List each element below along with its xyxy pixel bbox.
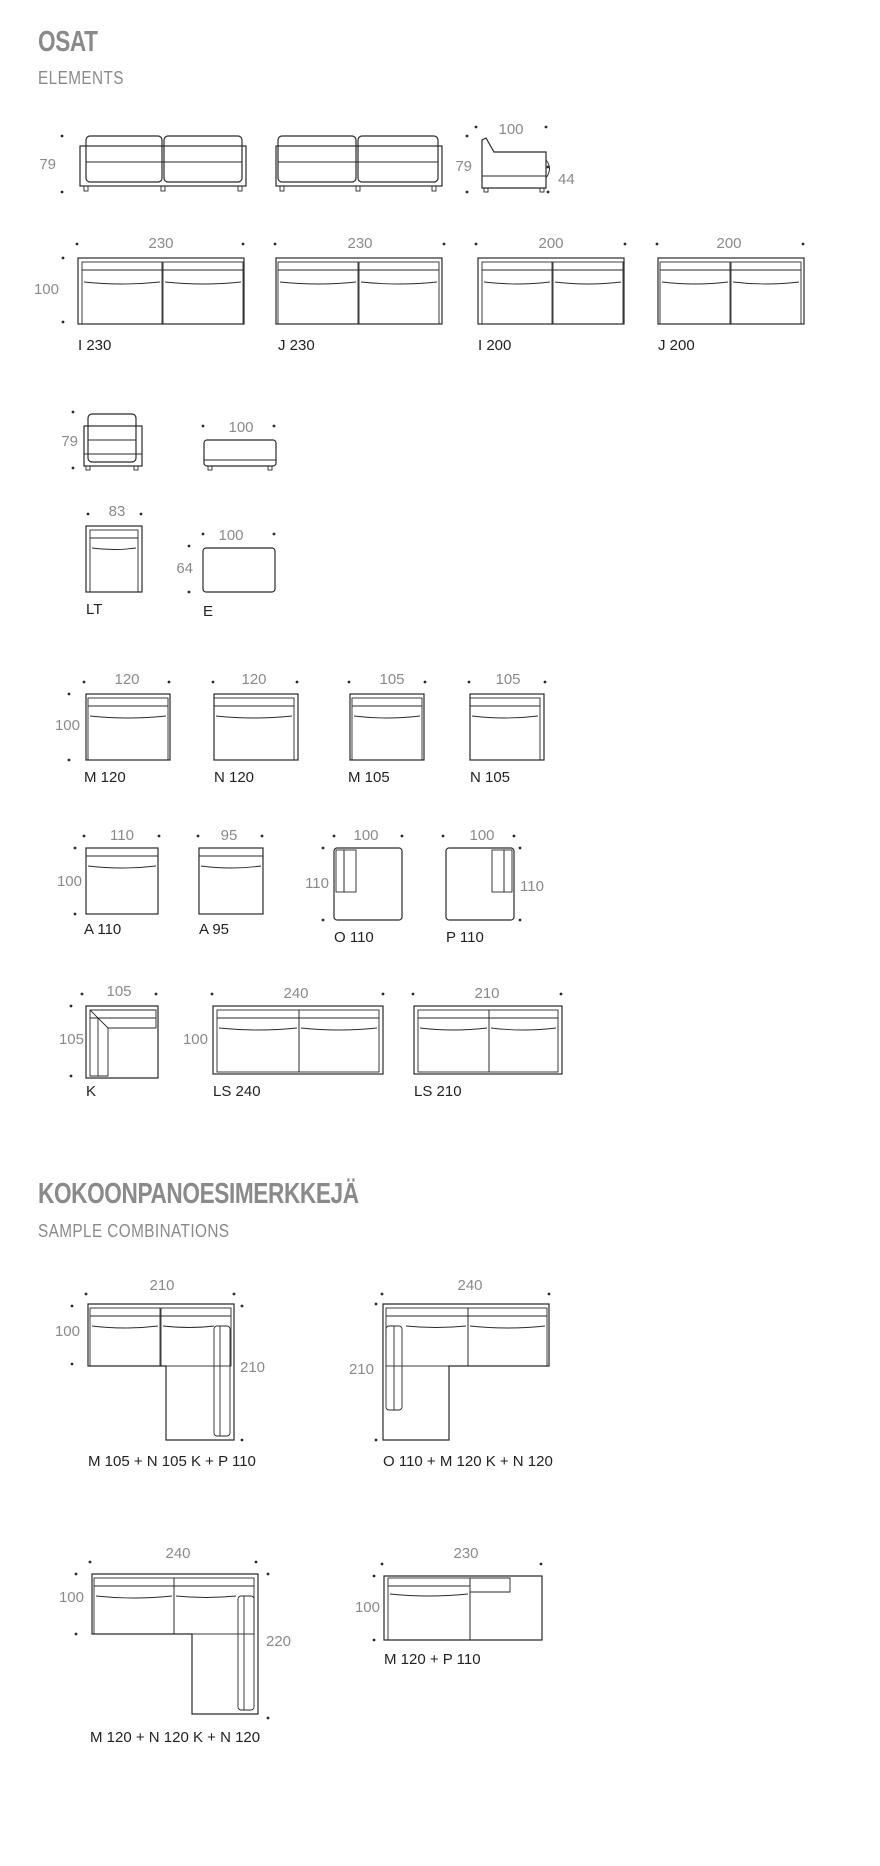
dim-depth: 100 [182,1031,208,1048]
combination-label: M 105 + N 105 K + P 110 [88,1453,256,1470]
label: LS 240 [213,1083,261,1100]
label: LT [86,601,103,618]
dim-depth: 100 [354,1599,380,1616]
dim-width: 83 [108,503,126,520]
element-n120 [212,671,299,786]
dim-width: 100 [218,527,244,544]
dim-depth: 100 [33,281,59,298]
dim-width: 100 [498,121,524,138]
label: A 95 [199,921,230,938]
dim-width: 100 [228,419,254,436]
element-p110 [442,827,544,946]
dim-depth: 110 [305,875,329,892]
element-a110 [57,827,160,938]
element-k [59,983,158,1100]
element-m105 [348,671,427,786]
dim-width: 120 [241,671,267,688]
dim-width: 100 [353,827,379,844]
dim-width: 105 [379,671,405,688]
element-n105 [468,671,547,786]
sofa-i200 [475,235,627,354]
label: M 105 [348,769,390,786]
sofa-j200 [656,235,805,354]
dim-depth: 105 [58,1031,84,1048]
label: M 120 [84,769,126,786]
label: N 105 [470,769,511,786]
element-ls240 [183,985,384,1100]
combination-label: M 120 + N 120 K + N 120 [90,1729,261,1746]
dim-height: 79 [39,156,56,173]
element-m120 [55,671,170,786]
dim-width: 100 [469,827,495,844]
dim-width: 210 [149,1277,175,1294]
element-a95 [197,827,264,938]
label: E [203,603,214,620]
chair-side-view [455,121,574,193]
element-lt [86,503,142,618]
dim-depth: 100 [54,1323,80,1340]
combination-4 [355,1545,542,1668]
combination-2 [349,1277,553,1470]
dim-width: 120 [114,671,140,688]
dim-width: 105 [495,671,521,688]
dim-width: 240 [457,1277,483,1294]
dim-width: 200 [538,235,564,252]
elements-subtitle: ELEMENTS [38,68,124,88]
combinations-title: KOKOONPANOESIMERKKEJÄ [38,1178,359,1210]
dim-length: 210 [240,1359,266,1376]
sofa-front-view-1 [39,135,246,194]
element-o110 [305,827,403,946]
dim-depth: 100 [54,717,80,734]
ottoman-front-view [202,419,276,470]
dim-width: 105 [106,983,132,1000]
label: N 120 [214,769,255,786]
dim-width: 240 [283,985,309,1002]
armchair-front-view [61,411,142,470]
dim-width: 110 [110,827,134,844]
dim-height: 79 [61,433,78,450]
combination-3 [59,1545,291,1746]
dim-width: 210 [474,985,500,1002]
elements-title: OSAT [38,26,98,58]
label: J 200 [658,337,695,354]
dim-width: 230 [347,235,373,252]
dim-depth: 110 [520,878,544,895]
sofa-front-view-2 [276,136,442,191]
label: I 200 [478,337,512,354]
dim-width: 95 [220,827,238,844]
element-ls210 [412,985,563,1100]
label: I 230 [78,337,112,354]
dim-height: 79 [455,158,472,175]
combination-label: M 120 + P 110 [384,1651,481,1668]
combinations-subtitle: SAMPLE COMBINATIONS [38,1221,230,1241]
combination-label: O 110 + M 120 K + N 120 [383,1453,553,1470]
label: A 110 [84,921,122,938]
combination-1 [55,1277,265,1470]
sofa-j230 [274,235,446,354]
dim-length: 210 [348,1361,374,1378]
dim-length: 220 [266,1633,292,1650]
dim-width: 230 [453,1545,479,1562]
dim-depth: 100 [58,1589,84,1606]
label: P 110 [446,929,484,946]
dim-width: 200 [716,235,742,252]
dim-depth: 64 [176,560,193,577]
dim-width: 240 [165,1545,191,1562]
dim-width: 230 [148,235,174,252]
label: O 110 [334,929,374,946]
label: LS 210 [414,1083,462,1100]
element-e [176,527,275,620]
sofa-i230 [34,235,244,354]
dim-seat-height: 44 [558,171,575,188]
label: J 230 [278,337,315,354]
dim-depth: 100 [56,873,82,890]
label: K [86,1083,97,1100]
